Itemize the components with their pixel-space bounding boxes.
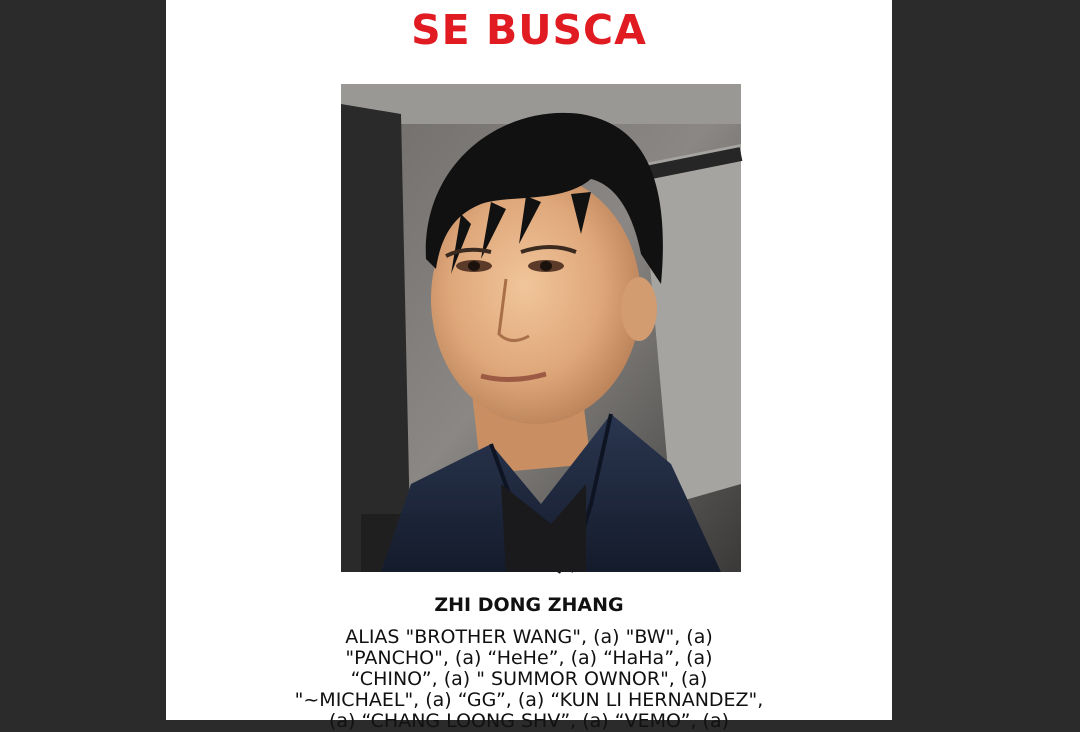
wanted-poster	[166, 0, 892, 732]
alias-block	[226, 627, 832, 732]
suspect-photo	[341, 84, 741, 572]
alias-line: “CHINO”, (a) " SUMMOR OWNOR", (a)	[350, 668, 708, 690]
poster-title: SE BUSCA	[411, 6, 647, 54]
alias-line: "PANCHO", (a) “HeHe”, (a) “HaHa”, (a)	[345, 647, 713, 669]
suspect-name: ZHI DONG ZHANG	[434, 594, 624, 616]
alias-line: "~MICHAEL", (a) “GG”, (a) “KUN LI HERNANDEZ",	[294, 689, 764, 711]
alias-line: (a) “CHANG LOONG SHV”, (a) “VEMO”, (a)	[328, 710, 730, 732]
alias-line: ALIAS "BROTHER WANG", (a) "BW", (a)	[345, 626, 713, 648]
